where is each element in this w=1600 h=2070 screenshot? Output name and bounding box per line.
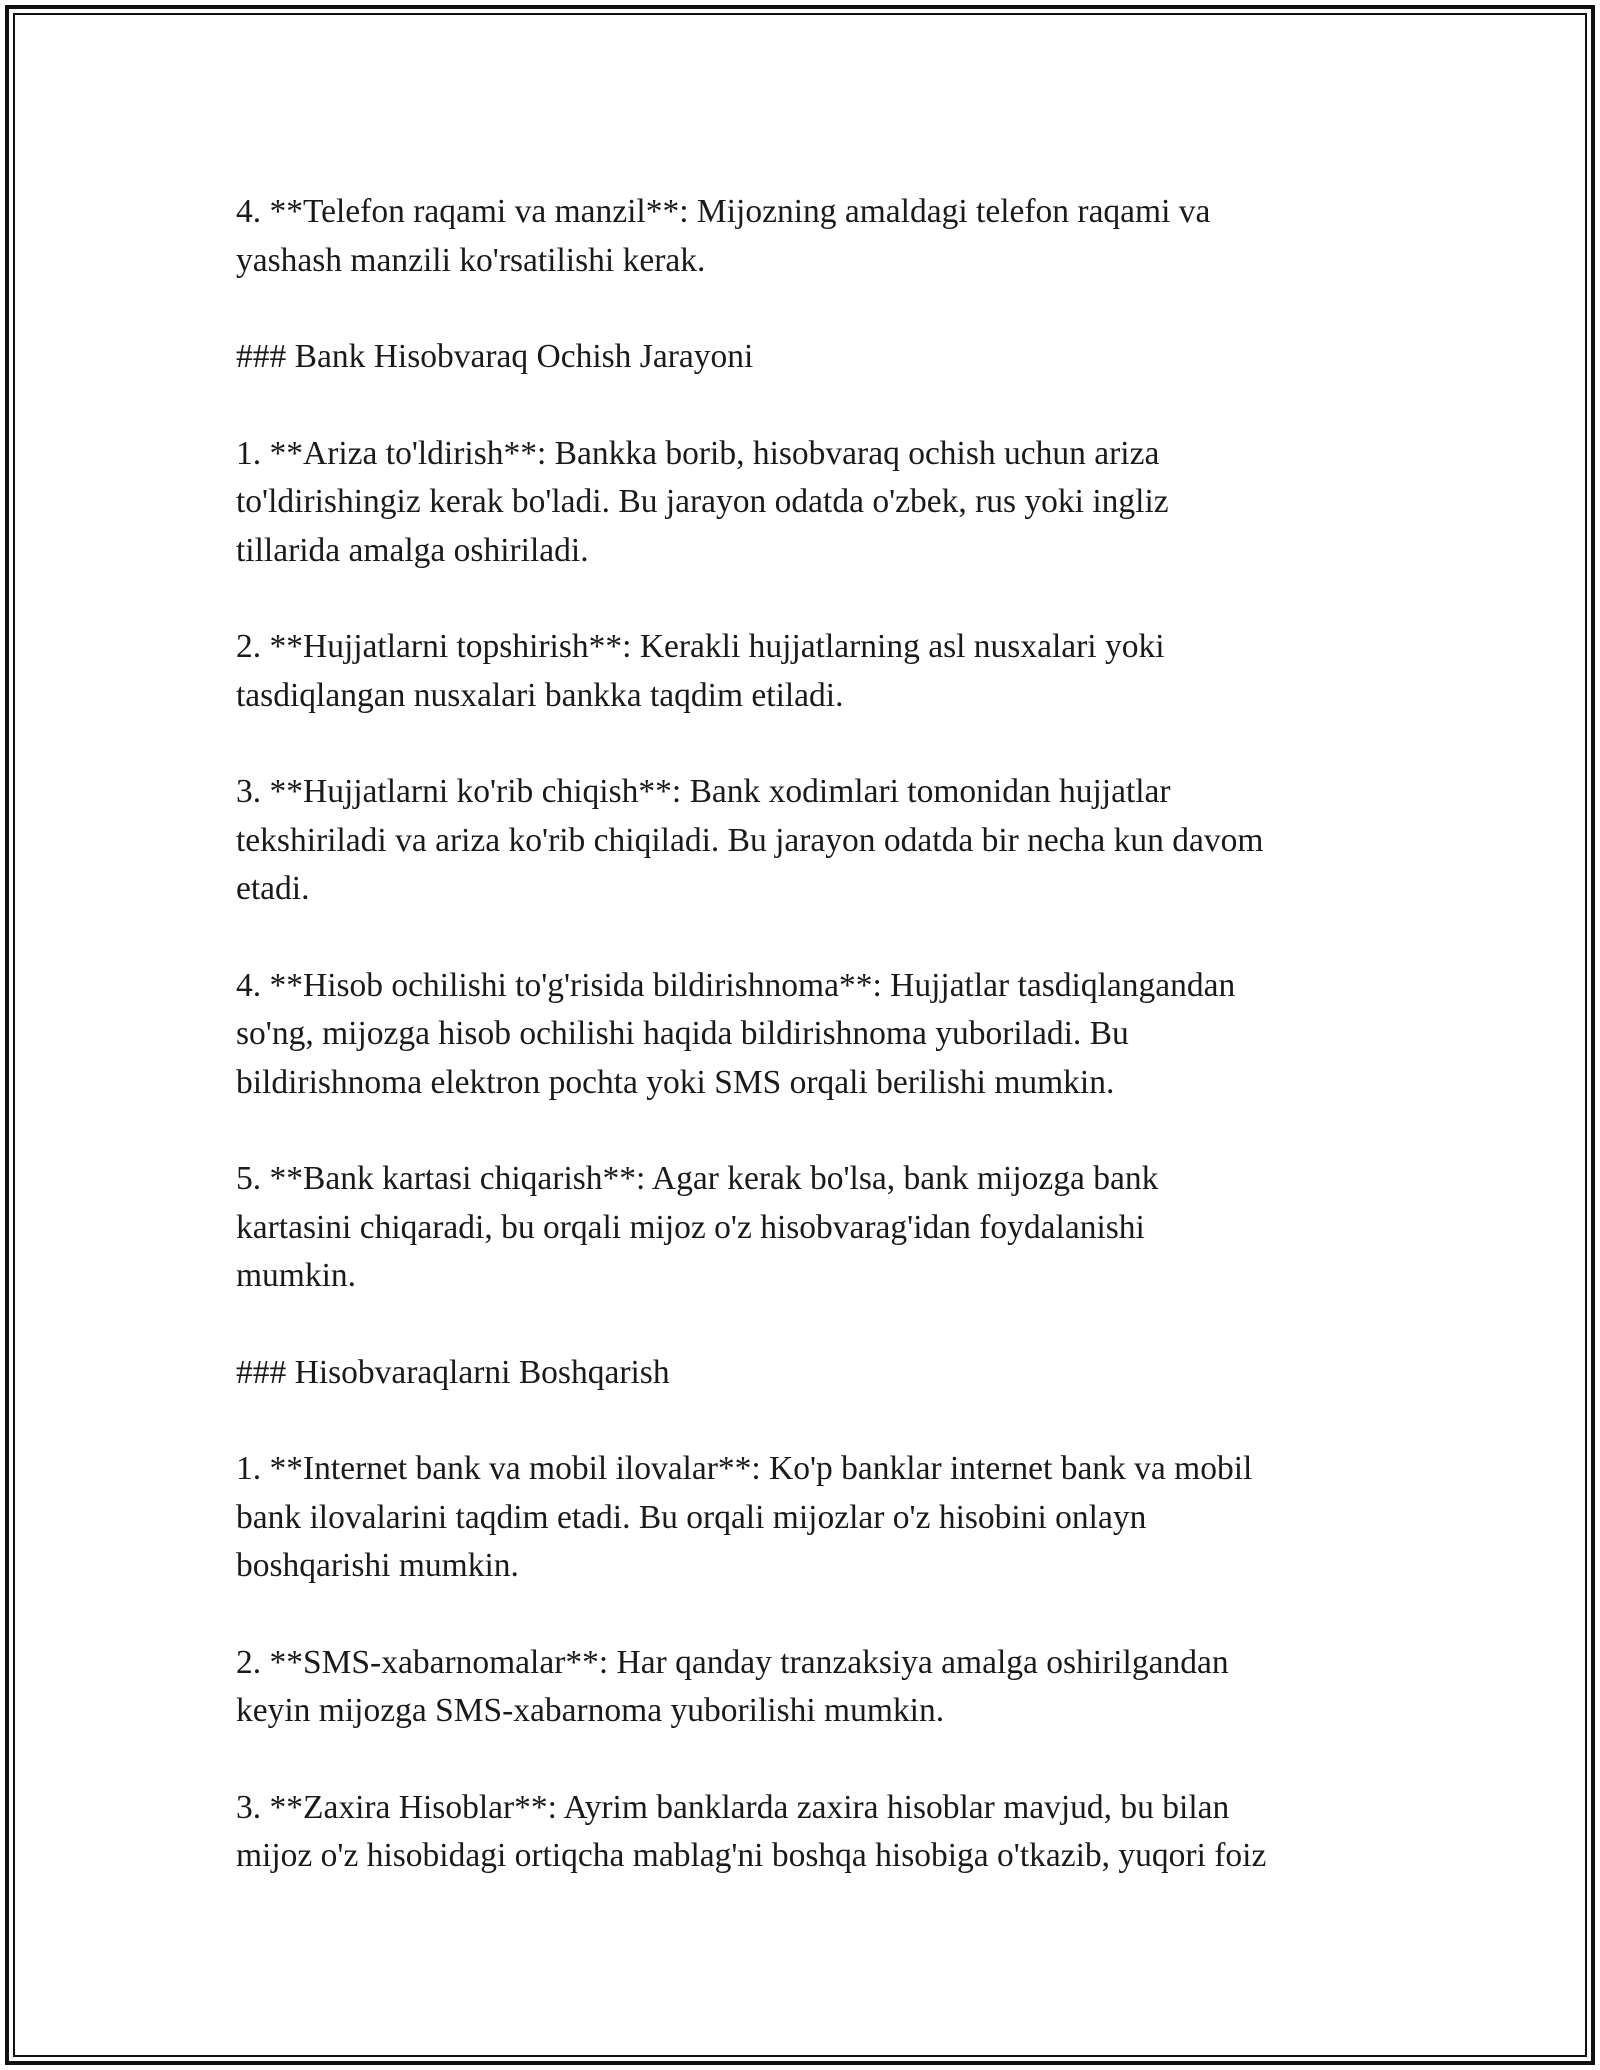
section-heading-account-opening: ### Bank Hisobvaraq Ochish Jarayoni (236, 338, 754, 375)
list-item-phone-address: 4. **Telefon raqami va manzil**: Mijozning amaldagi telefon raqami va yashash manzili ko'rsatilishi kerak. (236, 193, 1211, 279)
list-item-reserve-accounts: 3. **Zaxira Hisoblar**: Ayrim banklarda zaxira hisoblar mavjud, bu bilan mijoz o'z hisobidagi ortiqcha mablag'ni boshqa hisobiga o'tkazib, yuqori foiz (236, 1788, 1267, 1874)
list-item-notification: 4. **Hisob ochilishi to'g'risida bildirishnoma**: Hujjatlar tasdiqlangandan so'ng, mijozga hisob ochilishi haqida bildirishnoma yuboriladi. Bu bildirishnoma elektron pochta yoki SMS orqali berilishi mumkin. (236, 966, 1236, 1101)
list-item-bank-card: 5. **Bank kartasi chiqarish**: Agar kerak bo'lsa, bank mijozga bank kartasini chiqaradi, bu orqali mijoz o'z hisobvarag'idan foydalanishi mumkin. (236, 1160, 1159, 1294)
list-item-sms-alerts: 2. **SMS-xabarnomalar**: Har qanday tranzaksiya amalga oshirilgandan keyin mijozga SMS-xabarnoma yuborilishi mumkin. (236, 1643, 1229, 1729)
list-item-submit-documents: 2. **Hujjatlarni topshirish**: Kerakli hujjatlarning asl nusxalari yoki tasdiqlangan nusxalari bankka taqdim etiladi. (236, 628, 1165, 714)
list-item-internet-banking: 1. **Internet bank va mobil ilovalar**: Ko'p banklar internet bank va mobil bank ilovalarini taqdim etadi. Bu orqali mijozlar o'z hisobini onlayn boshqarishi mumkin. (236, 1450, 1253, 1584)
list-item-review-documents: 3. **Hujjatlarni ko'rib chiqish**: Bank xodimlari tomonidan hujjatlar tekshiriladi va ariza ko'rib chiqiladi. Bu jarayon odatda bir necha kun davom etadi. (236, 773, 1264, 907)
document-body (236, 188, 1386, 1881)
section-heading-account-management: ### Hisobvaraqlarni Boshqarish (236, 1353, 670, 1391)
list-item-application: 1. **Ariza to'ldirish**: Bankka borib, hisobvaraq ochish uchun ariza to'ldirishingiz kerak bo'ladi. Bu jarayon odatda o'zbek, rus yoki ingliz tillarida amalga oshiriladi. (236, 434, 1169, 569)
